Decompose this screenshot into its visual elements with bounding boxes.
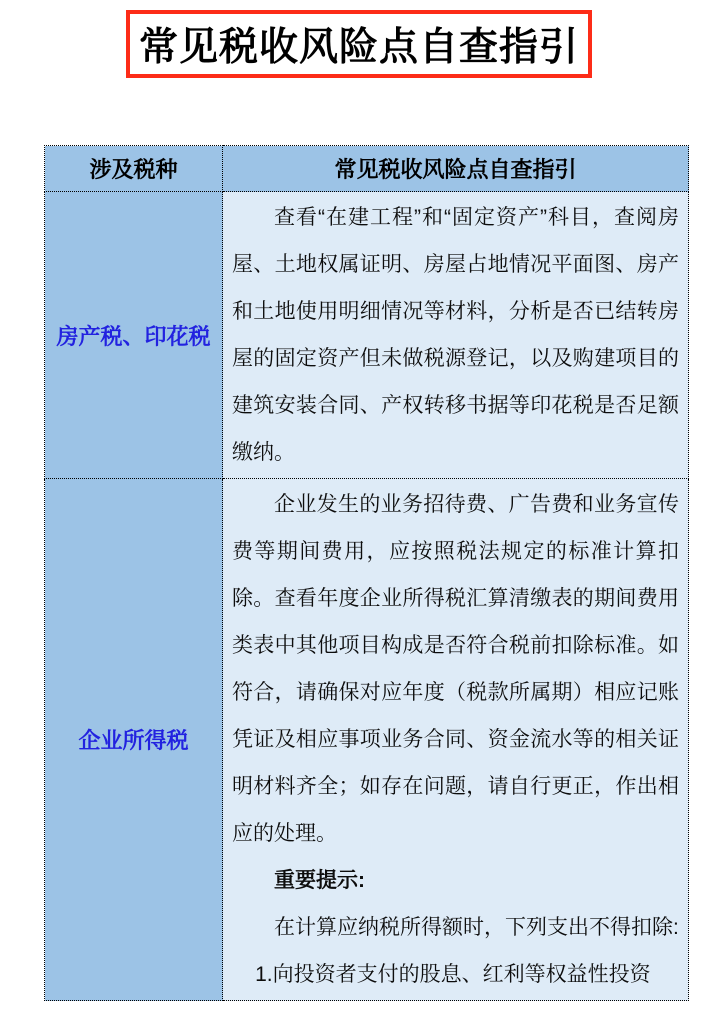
- title-box: [126, 10, 592, 78]
- page-title: 常见税收风险点自查指引: [138, 26, 579, 69]
- tax-type-label-corporate-income: 企业所得税: [45, 479, 223, 1001]
- table-row-corporate-income-tax: [45, 479, 689, 1001]
- table-header-row: [45, 146, 689, 192]
- table-header-guideline: 常见税收风险点自查指引: [223, 146, 689, 192]
- note-item-1: 1.向投资者支付的股息、红利等权益性投资: [255, 963, 651, 986]
- table-row-property-stamp-tax: [45, 192, 689, 479]
- guideline-cell-property-stamp: [223, 192, 689, 479]
- guideline-paragraph: 企业发生的业务招待费、广告费和业务宣传费等期间费用，应按照税法规定的标准计算扣除。查看年度企业所得税汇算清缴表的期间费用类表中其他项目构成是否符合税前扣除标准。如符合，请确保对应年度（税款所属期）相应记账凭证及相应事项业务合同、资金流水等的相关证明材料齐全；如存在问题，请自行更正，作出相应的处理。: [232, 493, 679, 845]
- note-intro-paragraph: 在计算应纳税所得额时，下列支出不得扣除:: [274, 916, 679, 939]
- table-header-tax-type: 涉及税种: [45, 146, 223, 192]
- risk-table: [44, 145, 689, 1001]
- guideline-paragraph: 查看“在建工程”和“固定资产”科目，查阅房屋、土地权属证明、房屋占地情况平面图、房产和土地使用明细情况等材料，分析是否已结转房屋的固定资产但未做税源登记，以及购建项目的建筑安装合同、产权转移书据等印花税是否足额缴纳。: [232, 206, 679, 464]
- tax-type-label-property-stamp: 房产税、印花税: [45, 192, 223, 479]
- guideline-cell-corporate-income: [223, 479, 689, 1001]
- important-note-label: 重要提示:: [274, 869, 365, 892]
